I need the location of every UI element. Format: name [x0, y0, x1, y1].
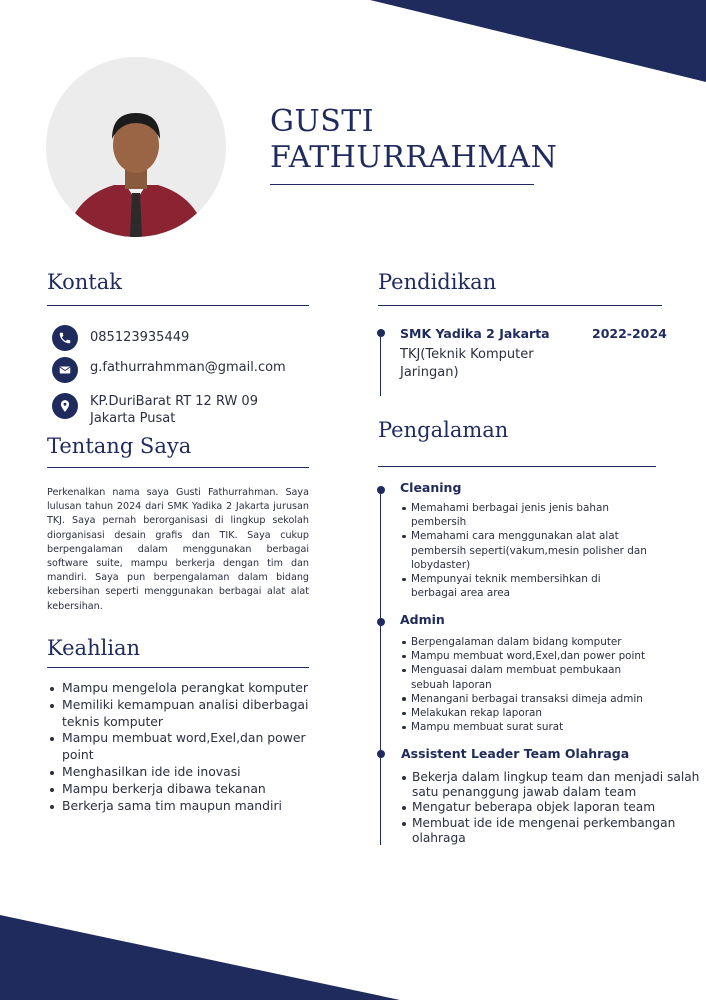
job-duty-item: Mengatur beberapa objek laporan team	[400, 800, 700, 815]
education-school: SMK Yadika 2 Jakarta	[400, 326, 550, 341]
job-timeline-dot	[377, 618, 385, 626]
job-title-admin: Admin	[400, 612, 445, 627]
education-years: 2022-2024	[592, 326, 667, 341]
contact-address	[52, 393, 258, 427]
education-timeline	[380, 330, 381, 396]
phone-number: 085123935449	[90, 330, 190, 345]
experience-divider	[378, 466, 656, 467]
education-divider	[378, 305, 662, 306]
contact-divider	[47, 305, 309, 306]
job-duty-item: Membuat ide ide mengenai perkembangan olahraga	[400, 816, 680, 846]
email-address: g.fathurrahmman@gmail.com	[90, 360, 286, 375]
job-duty-item: Mempunyai teknik membersihkan di berbagai area area	[400, 572, 625, 600]
skill-item: Mampu berkerja dibawa tekanan	[47, 781, 317, 798]
job-duty-item: Bekerja dalam lingkup team dan menjadi salah satu penanggung jawab dalam team	[400, 770, 700, 800]
address-text	[90, 393, 258, 427]
experience-heading: Pengalaman	[378, 418, 509, 442]
education-heading: Pendidikan	[378, 270, 497, 294]
full-name	[270, 104, 557, 176]
skills-list	[47, 680, 317, 814]
job-timeline-dot	[377, 750, 385, 758]
job-title-cleaning: Cleaning	[400, 480, 462, 495]
education-timeline-dot	[377, 329, 385, 337]
about-heading: Tentang Saya	[47, 434, 192, 458]
address-line-1: KP.DuriBarat RT 12 RW 09	[90, 394, 258, 409]
job-duties-cleaning	[400, 501, 660, 600]
job-duties-admin	[400, 635, 670, 734]
profile-photo	[46, 57, 226, 237]
about-text: Perkenalkan nama saya Gusti Fathurrahman. Saya lulusan tahun 2024 dari SMK Yadika 2 Jakarta jurusan TKJ. Saya pernah berorganisasi di lingkup sekolah diorganisasi desain grafis dan TIK. Saya cukup berpengalaman dalam menggunakan berbagai software suite, mampu berkerja dengan tim dan mandiri. Saya pun berpengalaman dalam bidang kebersihan seperti menggunakan berbagai alat alat kebersihan.	[47, 487, 309, 612]
skill-item: Menghasilkan ide ide inovasi	[47, 764, 317, 781]
skill-item: Mampu mengelola perangkat komputer	[47, 680, 317, 697]
contact-heading: Kontak	[47, 270, 122, 294]
job-duty-item: Mampu membuat surat surat	[400, 720, 670, 734]
skills-divider	[47, 667, 309, 668]
skill-item: Mampu membuat word,Exel,dan power point	[47, 730, 317, 764]
mail-icon	[52, 357, 78, 383]
name-line-last: FATHURRAHMAN	[270, 140, 558, 175]
experience-timeline	[380, 489, 381, 845]
job-duty-item: Melakukan rekap laporan	[400, 706, 670, 720]
contact-phone	[52, 325, 189, 351]
contact-email	[52, 357, 286, 383]
job-duty-item: Berpengalaman dalam bidang komputer	[400, 635, 670, 649]
job-duty-item: Memahami berbagai jenis jenis bahan pembersih	[400, 501, 620, 529]
job-duty-item: Memahami cara menggunakan alat alat pembersih seperti(vakum,mesin polisher dan lobydaster)	[400, 529, 660, 572]
job-duties-assistant-leader	[400, 770, 700, 846]
skill-item: Memiliki kemampuan analisi diberbagai teknis komputer	[47, 697, 317, 731]
job-title-assistant-leader: Assistent Leader Team Olahraga	[401, 746, 630, 761]
job-duty-item: Menangani berbagai transaksi dimeja admin	[400, 692, 670, 706]
education-major: TKJ(Teknik Komputer Jaringan)	[400, 347, 534, 380]
location-icon	[52, 393, 78, 419]
skill-item: Berkerja sama tim maupun mandiri	[47, 798, 317, 815]
job-duty-item: Mampu membuat word,Exel,dan power point	[400, 649, 670, 663]
phone-icon	[52, 325, 78, 351]
about-divider	[47, 467, 309, 468]
name-line-first: GUSTI	[270, 104, 375, 139]
name-divider	[270, 184, 534, 185]
skills-heading: Keahlian	[47, 636, 141, 660]
job-duty-item: Menguasai dalam membuat pembukaan sebuah laporan	[400, 663, 640, 691]
job-timeline-dot	[377, 486, 385, 494]
address-line-2: Jakarta Pusat	[90, 411, 176, 426]
